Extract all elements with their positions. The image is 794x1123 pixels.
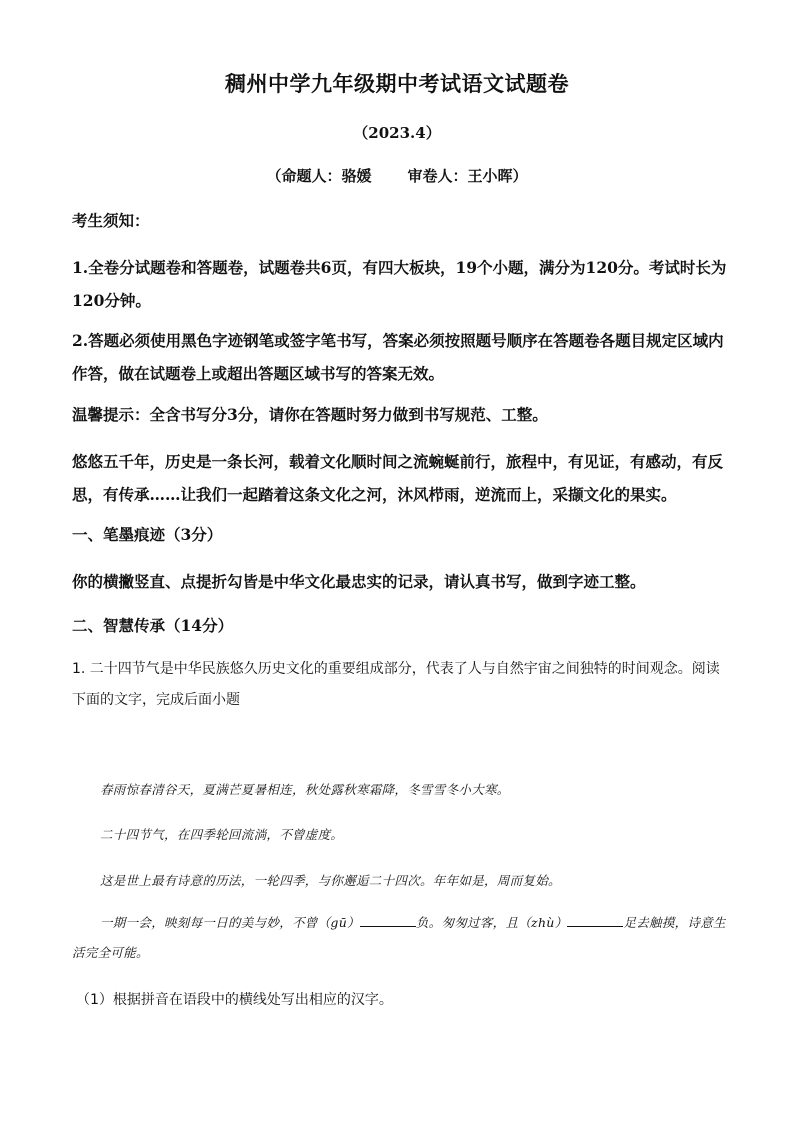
section-2-heading: 二、智慧传承（14分）	[72, 616, 234, 635]
section-1-body: 你的横撇竖直、点提折勾皆是中华文化最忠实的记录，请认真书写，做到字迹工整。	[72, 572, 646, 591]
passage-line-4-b: 负。匆匆过客，且（zhù）	[415, 915, 568, 930]
reviewer-text: 审卷人：王小晖）	[407, 167, 528, 185]
intro-paragraph: 悠悠五千年，历史是一条长河，载着文化顺时间之流蜿蜒前行，旅程中，有见证，有感动，有反思，有传承……让我们一起踏着这条文化之河，沐风栉雨，逆流而上，采撷文化的果实。	[72, 452, 724, 504]
exam-date: （2023.4）	[353, 124, 441, 142]
exam-authors	[0, 165, 794, 186]
answer-blank-gu[interactable]	[360, 914, 416, 927]
notice-item-2: 2.答题必须使用黑色字迹钢笔或签字笔书写，答案必须按照题号顺序在答题卷各题目规定区域内作答，做在试题卷上或超出答题区域书写的答案无效。	[72, 331, 724, 383]
passage-line-4	[72, 908, 732, 968]
passage-line-3: 这是世上最有诗意的历法，一轮四季，与你邂逅二十四次。年年如是，周而复始。	[100, 873, 561, 888]
passage-line-2: 二十四节气，在四季轮回流淌，不曾虚度。	[100, 827, 344, 842]
setter-text: （命题人：骆媛	[266, 167, 372, 185]
writing-tip: 温馨提示：全含书写分3分，请你在答题时努力做到书写规范、工整。	[72, 405, 548, 424]
question-1-stem: 1. 二十四节气是中华民族悠久历史文化的重要组成部分，代表了人与自然宇宙之间独特的时间观念。阅读下面的文字，完成后面小题	[72, 661, 720, 708]
exam-title: 稠州中学九年级期中考试语文试题卷	[225, 71, 569, 96]
notice-item-1: 1.全卷分试题卷和答题卷，试题卷共6页，有四大板块，19个小题，满分为120分。考试时长为120分钟。	[72, 258, 727, 310]
section-1-heading: 一、笔墨痕迹（3分）	[72, 525, 223, 544]
passage-line-4-c: 足去触摸，诗意生活完全可能。	[72, 915, 726, 960]
passage-line-4-a: 一期一会，映刻每一日的美与妙，不曾（gū）	[100, 915, 360, 930]
passage-line-1: 春雨惊春清谷天，夏满芒夏暑相连，秋处露秋寒霜降，冬雪雪冬小大寒。	[100, 782, 510, 797]
sub-question-1: （1）根据拼音在语段中的横线处写出相应的汉字。	[76, 992, 393, 1008]
notice-heading: 考生须知：	[72, 211, 150, 230]
answer-blank-zhu[interactable]	[567, 914, 623, 927]
